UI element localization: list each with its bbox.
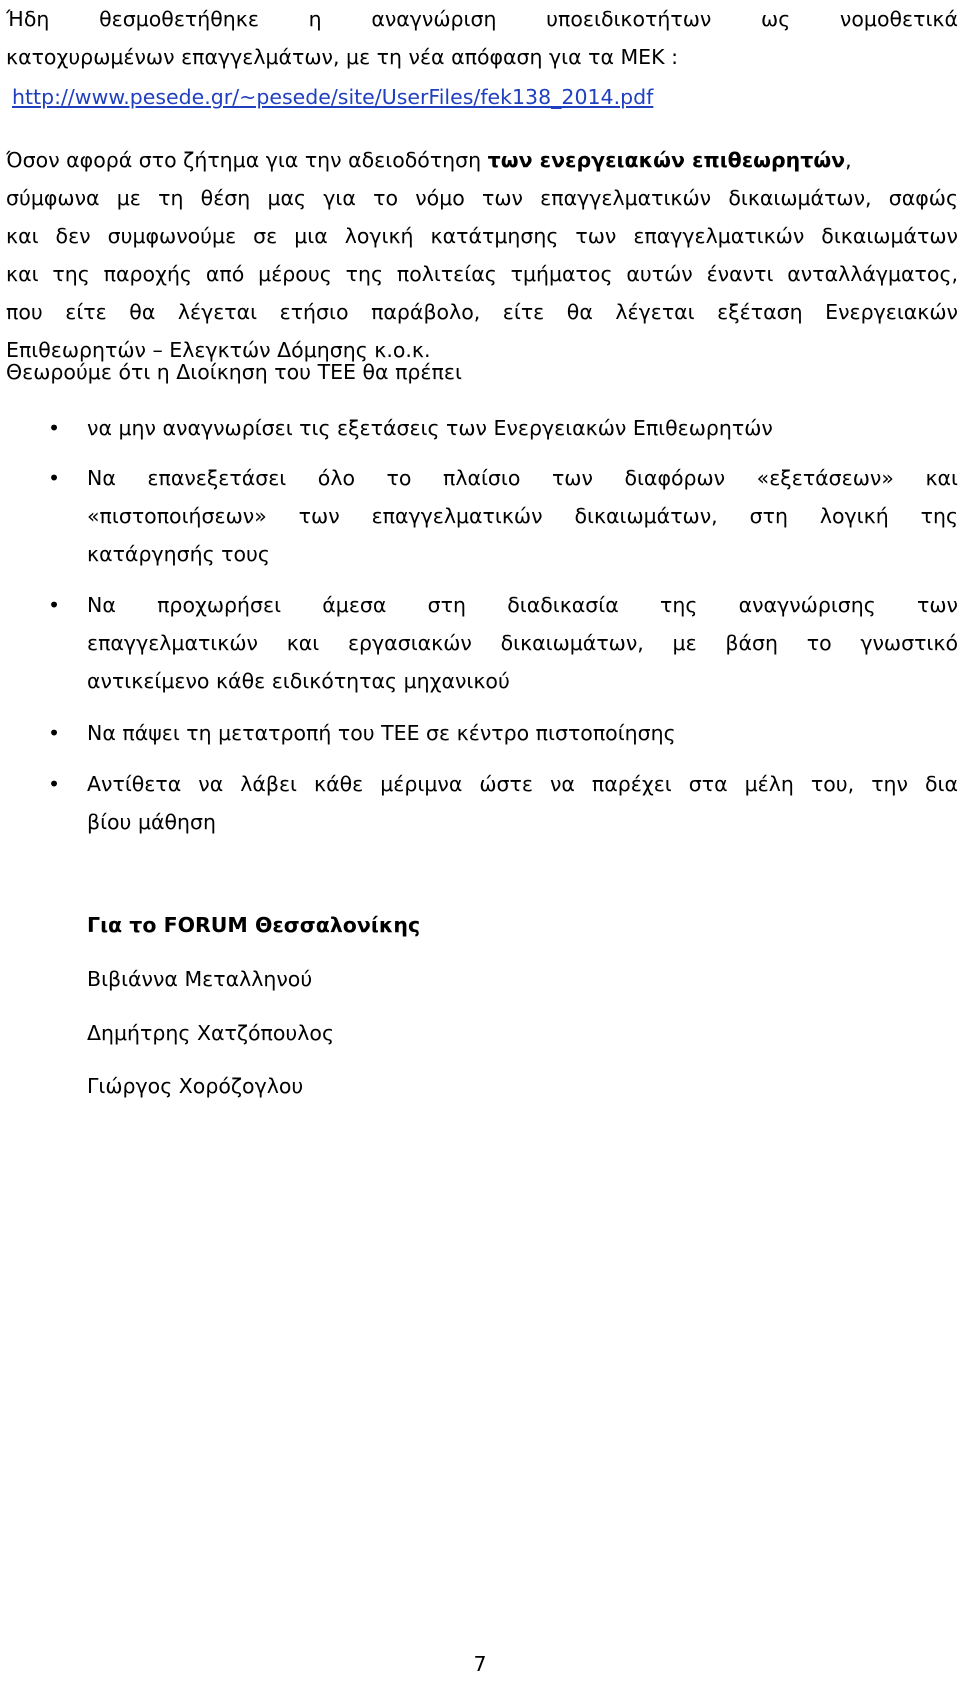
energy-paragraph-line bbox=[6, 141, 958, 179]
signature-heading: Για το FORUM Θεσσαλονίκης bbox=[87, 913, 421, 937]
intro-line: κατοχυρωμένων επαγγελμάτων, με τη νέα απόφαση για τα ΜΕΚ : bbox=[6, 45, 678, 69]
list-item-line: να μην αναγνωρίσει τις εξετάσεις των Ενεργειακών Επιθεωρητών bbox=[87, 416, 773, 440]
energy-paragraph-prefix: Όσον αφορά στο ζήτημα για την αδειοδότηση bbox=[6, 148, 488, 172]
energy-paragraph-line: σύμφωνα με τη θέση μας για το νόμο των επαγγελματικών δικαιωμάτων, σαφώς bbox=[6, 186, 958, 210]
list-item-line: Να πάψει τη μετατροπή του ΤΕΕ σε κέντρο πιστοποίησης bbox=[87, 721, 676, 745]
bullet-icon: • bbox=[47, 721, 61, 745]
bullet-icon: • bbox=[47, 772, 61, 796]
list-item-line: «πιστοποιήσεων» των επαγγελματικών δικαιωμάτων, στη λογική της bbox=[87, 504, 958, 528]
energy-paragraph-line: και της παροχής από μέρους της πολιτείας τμήματος αυτών έναντι ανταλλάγματος, bbox=[6, 262, 958, 286]
intro-paragraph bbox=[6, 0, 958, 76]
page-number: 7 bbox=[473, 1652, 487, 1676]
list-item-line: κατάργησής τους bbox=[87, 542, 270, 566]
list-item-text bbox=[87, 586, 958, 700]
energy-paragraph-bold: των ενεργειακών επιθεωρητών bbox=[487, 148, 846, 172]
fek-link-row bbox=[12, 78, 960, 116]
signatory-name: Βιβιάννα Μεταλληνού bbox=[87, 967, 313, 991]
energy-paragraph-suffix: , bbox=[845, 148, 852, 172]
signatory-name: Δημήτρης Χατζόπουλος bbox=[87, 1021, 334, 1045]
list-item-text bbox=[87, 459, 958, 573]
bullet-icon: • bbox=[47, 466, 61, 490]
list-item-text bbox=[87, 409, 958, 447]
list-item-line: επαγγελματικών και εργασιακών δικαιωμάτων, με βάση το γνωστικό bbox=[87, 631, 958, 655]
energy-paragraph-line: και δεν συμφωνούμε σε μια λογική κατάτμησης των επαγγελματικών δικαιωμάτων bbox=[6, 224, 958, 248]
lead-in-sentence bbox=[6, 353, 958, 391]
energy-paragraph-line: Επιθεωρητών – Ελεγκτών Δόμησης κ.ο.κ. bbox=[6, 338, 431, 362]
energy-paragraph-line: που είτε θα λέγεται ετήσιο παράβολο, είτε θα λέγεται εξέταση Ενεργειακών bbox=[6, 300, 958, 324]
list-item-text bbox=[87, 714, 958, 752]
energy-inspectors-paragraph bbox=[6, 141, 958, 369]
intro-line: Ήδη θεσμοθετήθηκε η αναγνώριση υποειδικοτήτων ως νομοθετικά bbox=[6, 7, 958, 31]
list-item-line: Να προχωρήσει άμεσα στη διαδικασία της αναγνώρισης των bbox=[87, 593, 958, 617]
list-item-text bbox=[87, 765, 958, 841]
list-item-line: αντικείμενο κάθε ειδικότητας μηχανικού bbox=[87, 669, 510, 693]
list-item-line: βίου μάθηση bbox=[87, 810, 217, 834]
fek-link[interactable]: http://www.pesede.gr/~pesede/site/UserFiles/fek138_2014.pdf bbox=[12, 85, 654, 109]
bullet-icon: • bbox=[47, 416, 61, 440]
list-item-line: Να επανεξετάσει όλο το πλαίσιο των διαφόρων «εξετάσεων» και bbox=[87, 466, 958, 490]
list-item-line: Αντίθετα να λάβει κάθε μέριμνα ώστε να παρέχει στα μέλη του, την δια bbox=[87, 772, 958, 796]
lead-in-text: Θεωρούμε ότι η Διοίκηση του ΤΕΕ θα πρέπει bbox=[6, 360, 462, 384]
signatory-name: Γιώργος Χορόζογλου bbox=[87, 1074, 304, 1098]
bullet-icon: • bbox=[47, 593, 61, 617]
